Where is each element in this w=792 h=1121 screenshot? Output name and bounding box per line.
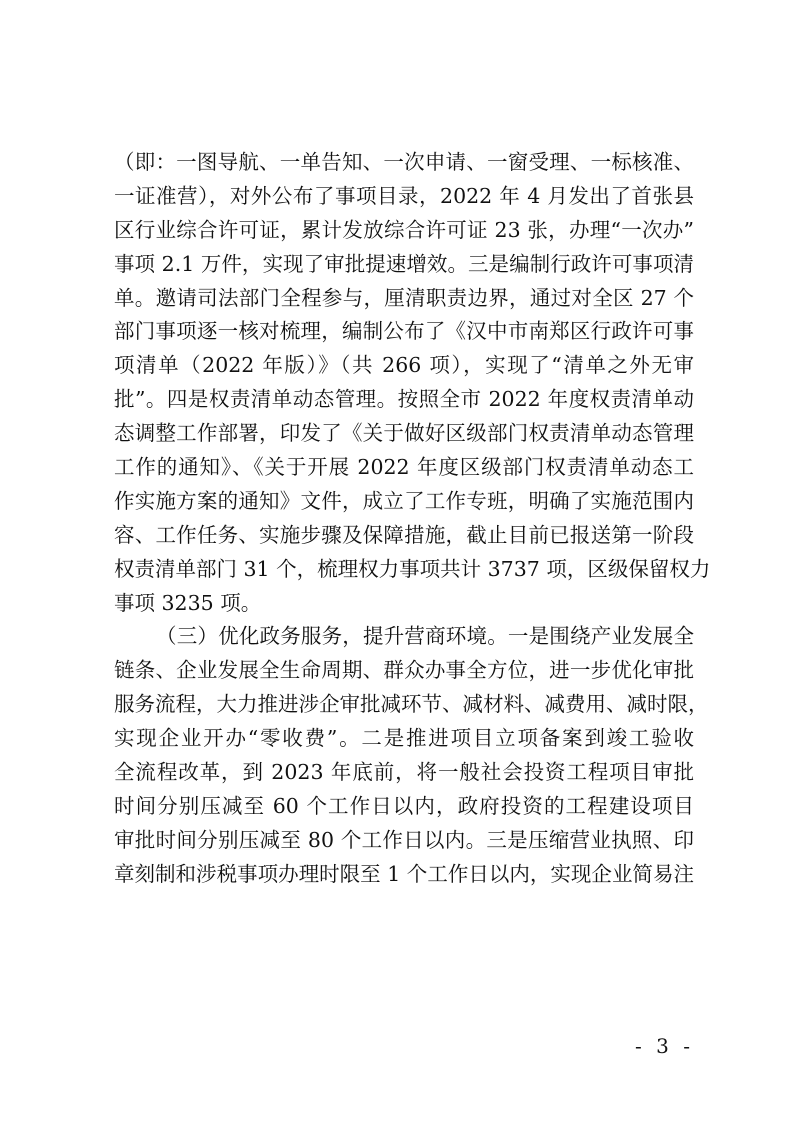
text-line: 一证准营），对外公布了事项目录，2022 年 4 月发出了首张县	[114, 183, 694, 208]
text-line: 事项 3235 项。	[114, 590, 262, 615]
page-number: - 3 -	[635, 1034, 694, 1058]
text-line: 实现企业开办“零收费”。二是推进项目立项备案到竣工验收	[114, 726, 694, 751]
text-line: 工作的通知》、《关于开展 2022 年度区级部门权责清单动态工	[114, 455, 694, 480]
text-line: 审批时间分别压减至 80 个工作日以内。三是压缩营业执照、印	[114, 827, 694, 852]
text-line: 章刻制和涉税事项办理时限至 1 个工作日以内，实现企业简易注	[114, 861, 694, 886]
text-line: 批”。四是权责清单动态管理。按照全市 2022 年度权责清单动	[114, 387, 694, 412]
text-line: 态调整工作部署，印发了《关于做好区级部门权责清单动态管理	[114, 421, 694, 446]
text-line: 全流程改革，到 2023 年底前，将一般社会投资工程项目审批	[114, 760, 694, 785]
text-line: 链条、企业发展全生命周期、群众办事全方位，进一步优化审批	[114, 658, 694, 683]
text-line: 容、工作任务、实施步骤及保障措施，截止目前已报送第一阶段	[114, 522, 694, 547]
text-line: 区行业综合许可证，累计发放综合许可证 23 张，办理“一次办”	[114, 217, 694, 242]
text-line: 服务流程，大力推进涉企审批减环节、减材料、减费用、减时限，	[114, 692, 709, 717]
text-line: 事项 2.1 万件，实现了审批提速增效。三是编制行政许可事项清	[114, 251, 694, 276]
document-body	[114, 146, 711, 892]
section-heading-line: （三）优化政务服务，提升营商环境。一是围绕产业发展全	[156, 624, 694, 649]
text-line: 单。邀请司法部门全程参与，厘清职责边界，通过对全区 27 个	[114, 285, 694, 310]
text-line: （即：一图导航、一单告知、一次申请、一窗受理、一标核准、	[114, 150, 694, 174]
text-line: 权责清单部门 31 个，梳理权力事项共计 3737 项，区级保留权力	[114, 556, 711, 581]
text-line: 部门事项逐一核对梳理，编制公布了《汉中市南郑区行政许可事	[114, 319, 694, 344]
text-line: 时间分别压减至 60 个工作日以内，政府投资的工程建设项目	[114, 793, 694, 818]
text-line: 作实施方案的通知》文件，成立了工作专班，明确了实施范围内	[114, 488, 694, 513]
text-line: 项清单（2022 年版）》（共 266 项），实现了“清单之外无审	[114, 353, 694, 378]
